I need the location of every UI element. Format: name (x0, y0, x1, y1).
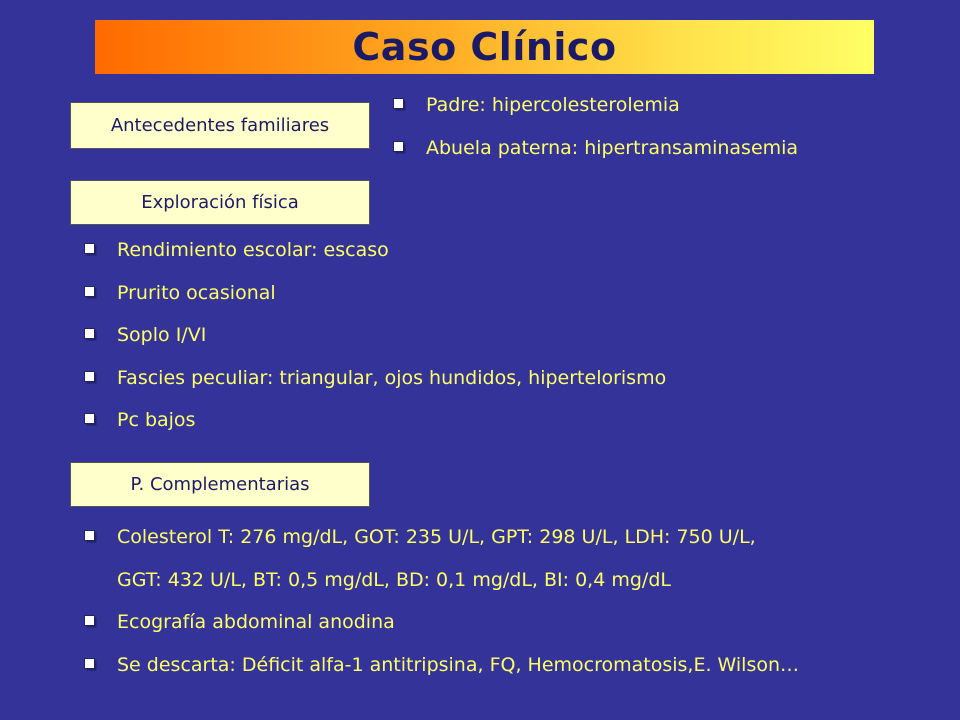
section-label-text: Antecedentes familiares (110, 115, 330, 136)
checkbox-square-icon (84, 328, 98, 342)
checkbox-square-icon (84, 243, 98, 257)
antecedentes-list (393, 84, 798, 169)
list-item-text: Abuela paterna: hipertransaminasemia (426, 136, 799, 159)
list-item (393, 84, 798, 127)
list-item (84, 644, 799, 687)
section-label-text: P. Complementarias (130, 474, 310, 495)
list-item (84, 516, 799, 559)
list-item-text: Rendimiento escolar: escaso (117, 239, 389, 261)
section-label-antecedentes (70, 102, 370, 149)
section-label-complementarias (70, 462, 370, 507)
checkbox-square-icon (84, 658, 98, 672)
list-item (84, 399, 666, 442)
list-item-text: Soplo I/VI (117, 324, 207, 346)
list-item (84, 601, 799, 644)
list-item-text: Pc bajos (117, 409, 196, 431)
list-item-text: GGT: 432 U/L, BT: 0,5 mg/dL, BD: 0,1 mg/dL, BI: 0,4 mg/dL (117, 568, 671, 591)
section-label-text: Exploración física (141, 192, 299, 213)
list-item (84, 272, 666, 315)
section-label-exploracion (70, 180, 370, 225)
checkbox-square-icon (84, 286, 98, 300)
checkbox-square-icon (84, 413, 98, 427)
exploracion-list (84, 229, 666, 442)
list-item (84, 229, 666, 272)
list-item (84, 357, 666, 400)
list-item-text: Colesterol T: 276 mg/dL, GOT: 235 U/L, GPT: 298 U/L, LDH: 750 U/L, (117, 526, 756, 548)
list-item (84, 314, 666, 357)
checkbox-square-icon (84, 371, 98, 385)
checkbox-square-icon (393, 141, 407, 155)
checkbox-square-icon (84, 530, 98, 544)
checkbox-square-icon (393, 98, 407, 112)
list-item-text: Prurito ocasional (117, 281, 276, 304)
complementarias-list (84, 516, 799, 686)
list-item-text: Fascies peculiar: triangular, ojos hundidos, hipertelorismo (117, 366, 667, 389)
list-item-text: Se descarta: Déficit alfa-1 antitripsina, FQ, Hemocromatosis,E. Wilson… (117, 653, 800, 676)
list-item-text: Padre: hipercolesterolemia (426, 94, 680, 116)
list-item-text: Ecografía abdominal anodina (117, 611, 395, 633)
list-item-continuation (84, 559, 799, 602)
checkbox-square-icon (84, 615, 98, 629)
list-item (393, 127, 798, 170)
title-banner (95, 20, 874, 74)
slide-title: Caso Clínico (352, 25, 617, 69)
